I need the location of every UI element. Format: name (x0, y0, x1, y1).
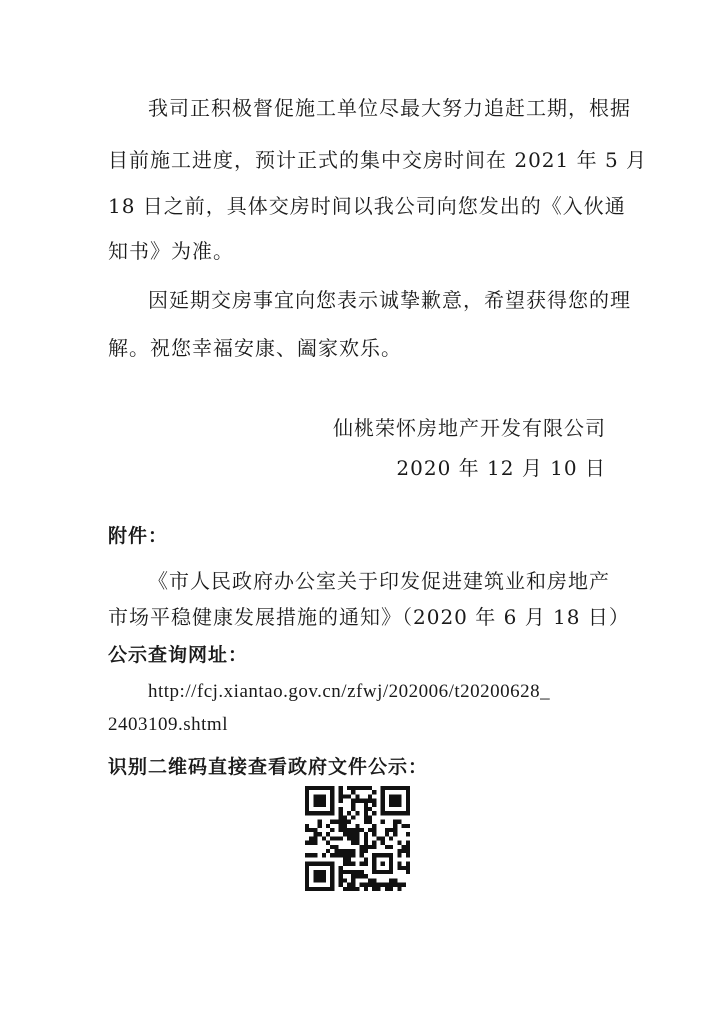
attachment-heading: 附件： (108, 525, 169, 547)
paragraph-2-line-2: 解。祝您幸福安康、阖家欢乐。 (108, 336, 402, 360)
url-line-1[interactable]: http://fcj.xiantao.gov.cn/zfwj/202006/t20200628_ (148, 681, 551, 702)
signature-date: 2020 年 12 月 10 日 (396, 456, 606, 480)
url-line-2[interactable]: 2403109.shtml (108, 714, 228, 735)
signature-company: 仙桃荣怀房地产开发有限公司 (333, 416, 606, 440)
url-heading: 公示查询网址： (108, 644, 249, 666)
paragraph-1-line-3: 18 日之前，具体交房时间以我公司向您发出的《入伙通 (108, 194, 626, 218)
paragraph-1-line-2: 目前施工进度，预计正式的集中交房时间在 2021 年 5 月 (108, 148, 648, 172)
paragraph-1-line-4: 知书》为准。 (108, 239, 234, 263)
paragraph-1-line-1: 我司正积极督促施工单位尽最大努力追赶工期，根据 (148, 96, 631, 120)
attachment-doc-line-2: 市场平稳健康发展措施的通知》（2020 年 6 月 18 日） (108, 605, 630, 629)
qr-code[interactable] (305, 786, 410, 891)
paragraph-2-line-1: 因延期交房事宜向您表示诚挚歉意，希望获得您的理 (148, 288, 631, 312)
qr-heading: 识别二维码直接查看政府文件公示： (108, 756, 429, 778)
attachment-doc-line-1: 《市人民政府办公室关于印发促进建筑业和房地产 (148, 569, 610, 593)
